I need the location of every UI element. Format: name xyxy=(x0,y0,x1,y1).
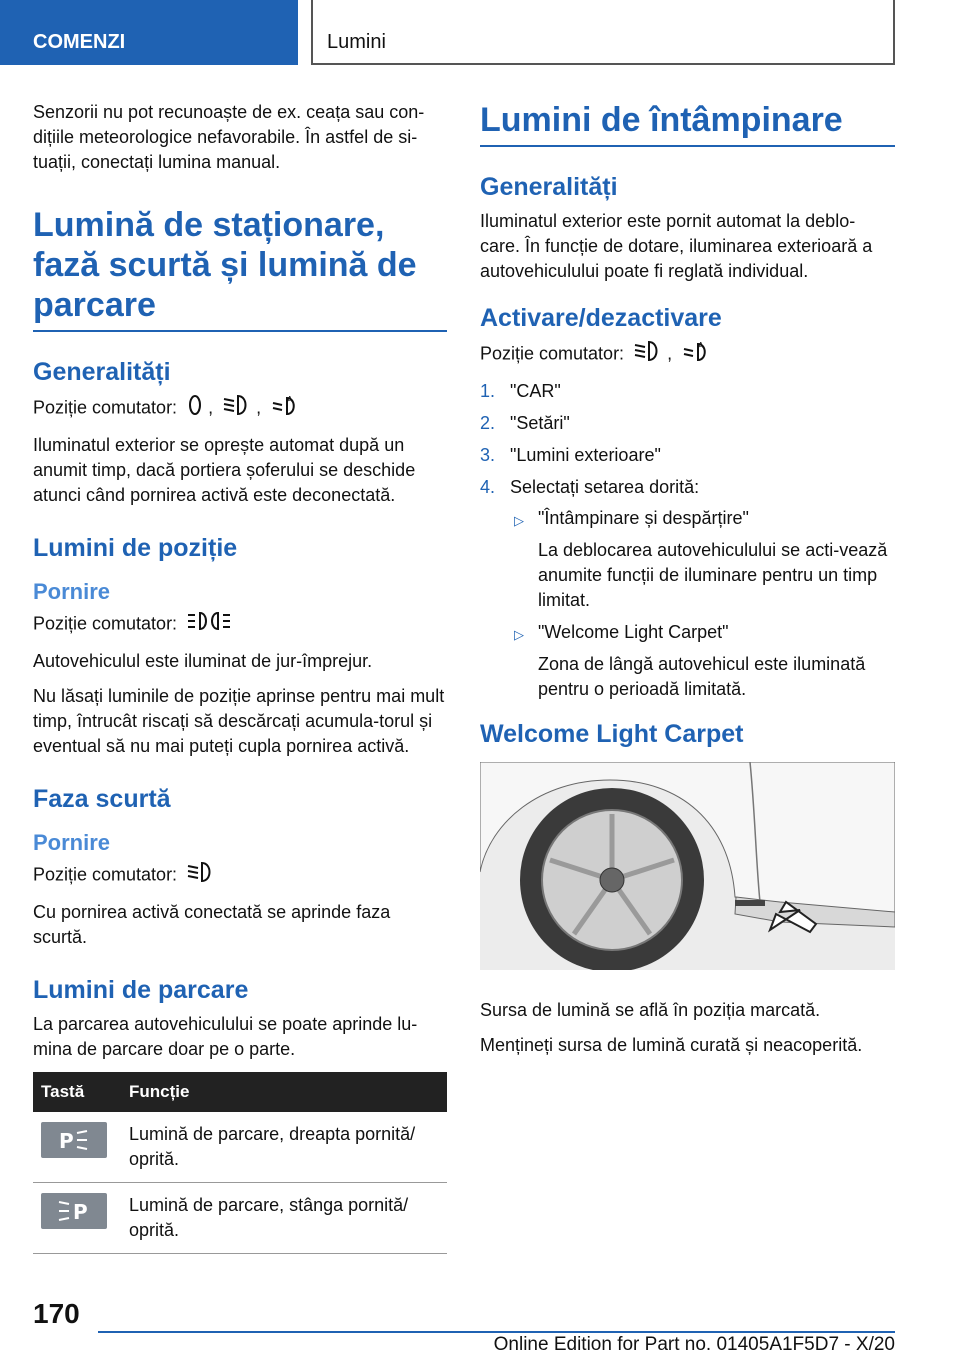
table-header-key: Tastă xyxy=(33,1072,121,1112)
switch-position-label: Poziție comutator: xyxy=(33,613,178,634)
low-beam-symbol-icon xyxy=(186,861,216,890)
step-text: "CAR" xyxy=(510,381,561,401)
position-light-symbol-icon xyxy=(186,610,232,639)
general-paragraph: Iluminatul exterior se oprește automat după un anumit timp, dacă portiera șoferului se deschide atunci când pornirea activă este deconectată. xyxy=(33,435,416,505)
option-title: "Întâmpinare și despărțire" xyxy=(538,508,749,528)
footer-divider xyxy=(98,1331,895,1333)
table-row xyxy=(33,1112,447,1183)
steps-list xyxy=(480,379,895,702)
parking-paragraph: La parcarea autovehiculului se poate aprinde lu-mina de parcare doar pe o parte. xyxy=(33,1014,418,1059)
triangle-bullet-icon: ▷ xyxy=(514,627,524,642)
list-item xyxy=(510,620,895,702)
subheading-switch-on: Pornire xyxy=(33,579,111,604)
heading-activate-deactivate: Activare/dezactivare xyxy=(480,304,722,332)
list-item xyxy=(480,379,895,404)
page-number: 170 xyxy=(33,1298,80,1329)
step-text: Selectați setarea dorită: xyxy=(510,477,700,497)
step-text: "Lumini exterioare" xyxy=(510,445,661,465)
parking-left-key-icon xyxy=(41,1193,107,1229)
subheading-switch-on: Pornire xyxy=(33,830,111,855)
switch-position-label: Poziție comutator: xyxy=(33,397,178,418)
heading-general: Generalități xyxy=(33,358,171,386)
left-column xyxy=(33,100,447,1254)
switch-position-line: Poziție comutator: , , A xyxy=(33,394,447,423)
header-section-tab: COMENZI xyxy=(0,0,298,65)
car-wheel-illustration xyxy=(480,762,895,970)
table-header-function: Funcție xyxy=(121,1072,447,1112)
intro-paragraph: Senzorii nu pot recunoaște de ex. ceața sau con-dițiile meteorologice nefavorabile. În astfel de si-tuații, conectați lumina manual. xyxy=(33,102,425,172)
parking-right-key-icon xyxy=(41,1122,107,1158)
triangle-bullet-icon: ▷ xyxy=(514,513,524,528)
light-off-symbol-icon xyxy=(186,394,204,423)
position-switch-line xyxy=(33,610,447,639)
table-cell-function: Lumină de parcare, stânga pornită/ oprită. xyxy=(121,1183,447,1254)
table-row xyxy=(33,1183,447,1254)
table-cell-key xyxy=(33,1112,121,1183)
step-number: 3. xyxy=(480,445,496,465)
svg-text:P: P xyxy=(59,1129,74,1152)
parking-light-table xyxy=(33,1072,447,1254)
list-item xyxy=(510,506,895,613)
step-text: "Setări" xyxy=(510,413,570,433)
heading-low-beam: Faza scurtă xyxy=(33,785,171,813)
header-chapter-title: Lumini xyxy=(311,0,895,65)
welcome-general-paragraph: Iluminatul exterior este pornit automat la deblo-care. În funcție de dotare, iluminarea exterioară a autovehiculului poate fi reglată individual. xyxy=(480,211,873,281)
low-beam-switch-line xyxy=(33,861,447,890)
section-heading-parking-lights: Lumină de staționare, fază scurtă și lumină de parcare xyxy=(33,205,447,332)
switch-position-label: Poziție comutator: xyxy=(480,343,625,364)
table-cell-key xyxy=(33,1183,121,1254)
option-description: La deblocarea autovehiculului se acti-vează anumite funcții de iluminare pentru un timp limitat. xyxy=(538,540,888,610)
table-cell-function: Lumină de parcare, dreapta pornită/ oprită. xyxy=(121,1112,447,1183)
heading-general: Generalități xyxy=(480,173,618,201)
option-title: "Welcome Light Carpet" xyxy=(538,622,729,642)
edition-footer: Online Edition for Part no. 01405A1F5D7 - X/20 xyxy=(493,1334,895,1355)
svg-text:A: A xyxy=(287,395,293,404)
list-item xyxy=(480,475,895,702)
step-number: 1. xyxy=(480,381,496,401)
position-paragraph-1: Autovehiculul este iluminat de jur-împrejur. xyxy=(33,651,373,671)
auto-light-symbol-icon xyxy=(270,394,300,423)
low-beam-symbol-icon xyxy=(633,340,663,369)
switch-position-label: Poziție comutator: xyxy=(33,864,178,885)
low-beam-paragraph: Cu pornirea activă conectată se aprinde faza scurtă. xyxy=(33,902,391,947)
heading-position-lights: Lumini de poziție xyxy=(33,534,238,562)
heading-parking-lights: Lumini de parcare xyxy=(33,976,249,1004)
svg-text:P: P xyxy=(73,1200,88,1223)
svg-text:A: A xyxy=(698,341,704,350)
options-list xyxy=(510,506,895,702)
activation-switch-line: Poziție comutator: , A xyxy=(480,340,895,369)
list-item xyxy=(480,443,895,468)
position-paragraph-2: Nu lăsați luminile de poziție aprinse pentru mai mult timp, întrucât riscați să descărcați acumula-torul și eventual să nu mai puteți cupla pornirea activă. xyxy=(33,686,445,756)
list-item xyxy=(480,411,895,436)
step-number: 4. xyxy=(480,477,496,497)
welcome-carpet-paragraph-2: Mențineți sursa de lumină curată și neacoperită. xyxy=(480,1035,863,1055)
step-number: 2. xyxy=(480,413,496,433)
heading-welcome-light-carpet: Welcome Light Carpet xyxy=(480,720,744,748)
section-heading-welcome-lights: Lumini de întâmpinare xyxy=(480,100,895,147)
option-description: Zona de lângă autovehicul este iluminată pentru o perioadă limitată. xyxy=(538,654,866,699)
auto-light-symbol-icon xyxy=(681,340,711,369)
welcome-carpet-paragraph-1: Sursa de lumină se află în poziția marcată. xyxy=(480,1000,821,1020)
low-beam-symbol-icon xyxy=(222,394,252,423)
right-column xyxy=(480,100,895,1068)
